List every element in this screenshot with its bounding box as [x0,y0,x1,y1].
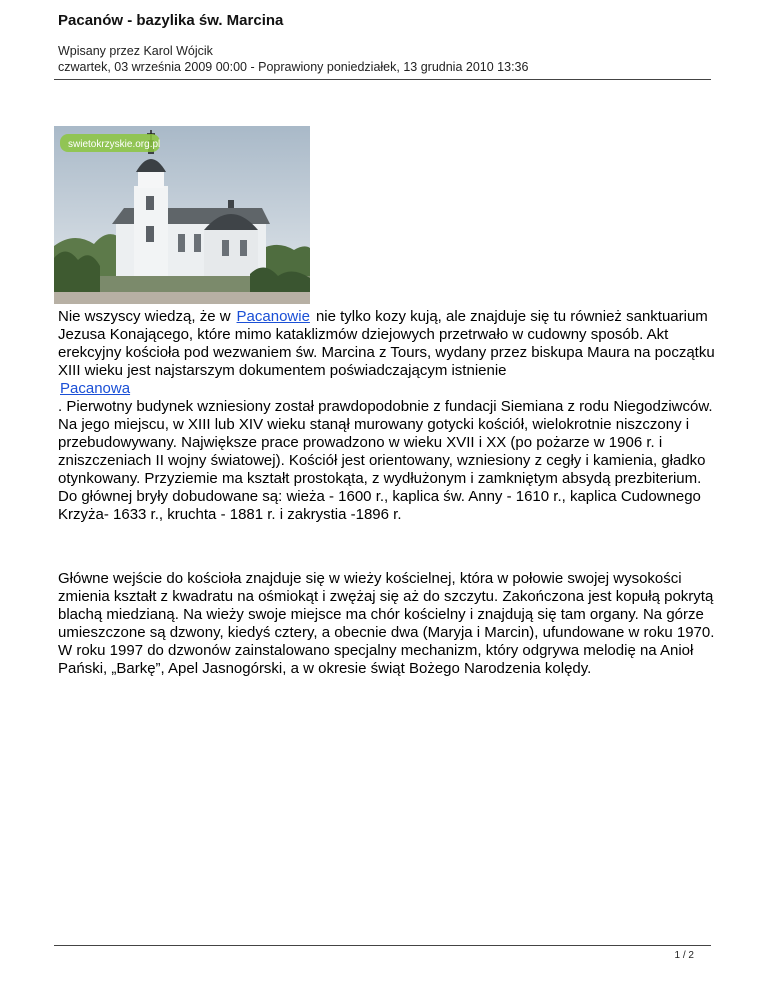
paragraph-text: . Pierwotny budynek wzniesiony został prawdopodobnie z fundacji Siemiana z rodu Niegodziwców. Na jego miejscu, w XIII lub XIV wieku stanął murowany gotycki kościół, wielokrotnie niszczony i przebudowywany. Największe prace prowadzono w wieku XVII i XX (po pożarze w 1906 r. i zniszczeniach II wojny światowej). Kościół jest orientowany, wzniesiony z cegły i kamienia, gładko otynkowany. Przyziemie ma kształt prostokąta, z wydłużonym i zamkniętym absydą prezbiterium. Do głównej bryły dobudowane są: wieża - 1600 r., kaplica św. Anny - 1610 r., kaplica Cudownego Krzyża- 1633 r., kruchta - 1881 r. i zakrystia -1896 r. [58,398,713,523]
header-divider [54,79,711,80]
paragraph-1 [58,308,718,524]
pacanowie-link[interactable]: Pacanowie [236,308,310,325]
author-line: Wpisany przez Karol Wójcik [58,44,213,58]
paragraph-text: Nie wszyscy wiedzą, że w [58,308,231,325]
date-line: czwartek, 03 września 2009 00:00 - Poprawiony poniedziałek, 13 grudnia 2010 13:36 [58,59,529,74]
paragraph-text: nie tylko kozy kują, ale znajduje się tu również sanktuarium Jezusa Konającego, które mimo kataklizmów dziejowych przetrwało w cudowny sposób. Akt erekcyjny kościoła pod wezwaniem św. Marcina z Tours, wydany przez biskupa Maura na początku XIII wieku jest najstarszym dokumentem poświadczającym istnienie [58,308,715,379]
watermark-logo [60,134,160,152]
footer-divider [54,945,711,946]
church-photo [54,126,310,304]
paragraph-2: Główne wejście do kościoła znajduje się w wieży kościelnej, która w połowie swojej wysokości zmienia kształt z kwadratu na ośmiokąt i zwężaj się aż do szczytu. Zakończona jest kopułą pokrytą blachą miedzianą. Na wieży swoje miejsce ma chór kościelny i znajdują się tam organy. Na górze umieszczone są dzwony, kiedyś cztery, a obecnie dwa (Maryja i Marcin), ufundowane w roku 1970. W roku 1997 do dzwonów zainstalowano specjalny mechanizm, który odgrywa melodię na Anioł Pański, „Barkę”, Apel Jasnogórski, a w okresie świąt Bożego Narodzenia kolędy. [58,570,715,677]
page-title: Pacanów - bazylika św. Marcina [58,12,284,29]
article-meta [58,44,528,75]
pacanowa-link[interactable]: Pacanowa [60,380,131,397]
svg-text:swietokrzyskie.org.pl: swietokrzyskie.org.pl [68,139,161,150]
page-number: 1 / 2 [674,950,694,961]
